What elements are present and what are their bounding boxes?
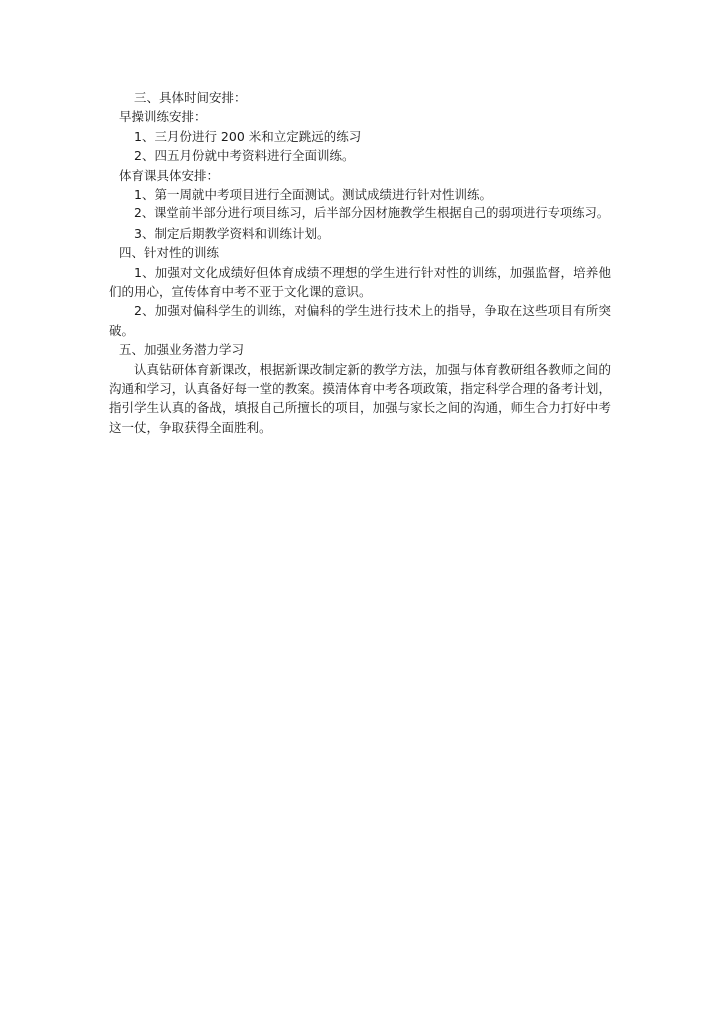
section-5-paragraph: 认真钻研体育新课改，根据新课改制定新的教学方法，加强与体育教研组各教师之间的沟通和学习，认真备好每一堂的教案。摸清体育中考各项政策，指定科学合理的备考计划，指引学生认真的备战，填报自己所擅长的项目，加强与家长之间的沟通，师生合力打好中考这一仗，争取获得全面胜利。 bbox=[109, 361, 611, 435]
pe-item-2: 2、课堂前半部分进行项目练习，后半部分因材施教学生根据自己的弱项进行专项练习。 bbox=[134, 206, 610, 221]
pe-class-heading: 体育课具体安排： bbox=[119, 167, 220, 183]
morning-exercise-heading: 早操训练安排： bbox=[119, 109, 207, 125]
section-5-heading: 五、加强业务潜力学习 bbox=[119, 342, 245, 358]
morning-item-1: 1、三月份进行 200 米和立定跳远的练习 bbox=[134, 128, 362, 144]
pe-item-1: 1、第一周就中考项目进行全面测试。测试成绩进行针对性训练。 bbox=[134, 186, 492, 202]
section-3-heading: 三、具体时间安排： bbox=[134, 90, 247, 105]
section-4-heading: 四、针对性的训练 bbox=[119, 245, 220, 261]
pe-item-3: 3、制定后期教学资料和训练计划。 bbox=[134, 225, 330, 241]
morning-item-2: 2、四五月份就中考资料进行全面训练。 bbox=[134, 148, 355, 164]
section-4-paragraph-1: 1、加强对文化成绩好但体育成绩不理想的学生进行针对性的训练，加强监督，培养他们的用心，宣传体育中考不亚于文化课的意识。 bbox=[109, 264, 611, 299]
section-4-paragraph-2: 2、加强对偏科学生的训练，对偏科的学生进行技术上的指导，争取在这些项目有所突破。 bbox=[109, 303, 611, 338]
document-body bbox=[109, 88, 611, 437]
